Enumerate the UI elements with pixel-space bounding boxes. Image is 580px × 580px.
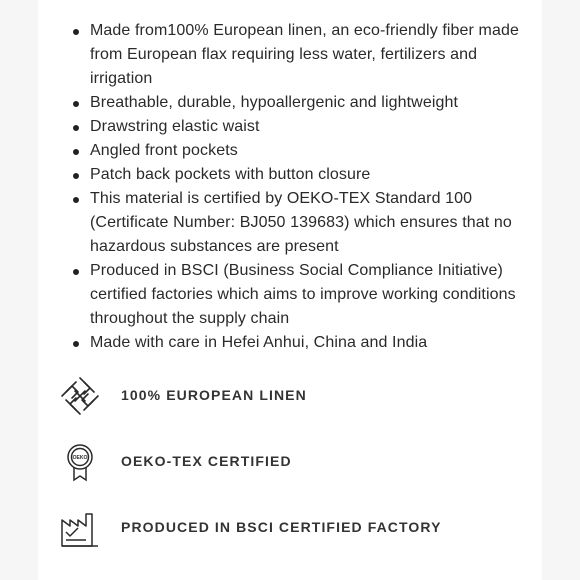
feature-text: Patch back pockets with button closure: [90, 166, 371, 183]
list-item: [90, 115, 530, 139]
list-item: [90, 259, 530, 331]
list-item: [90, 139, 530, 163]
badge-label: PRODUCED IN BSCI CERTIFIED FACTORY: [121, 519, 442, 535]
feature-text: Made with care in Hefei Anhui, China and India: [90, 334, 428, 351]
svg-text:OEKO: OEKO: [72, 455, 88, 461]
bullet-icon: [73, 173, 79, 179]
woven-linen-icon: [58, 374, 102, 418]
bullet-icon: [73, 197, 79, 203]
feature-list: [90, 19, 530, 355]
list-item: [90, 187, 530, 259]
list-item: [90, 19, 530, 91]
oeko-certificate-icon: [58, 440, 102, 484]
certified-factory-icon: [58, 506, 102, 550]
feature-text: Drawstring elastic waist: [90, 118, 260, 135]
list-item: [90, 163, 530, 187]
feature-text: Breathable, durable, hypoallergenic and lightweight: [90, 94, 459, 111]
badge-bsci-factory: [58, 506, 528, 550]
feature-text: Made from100% European linen, an eco-friendly fiber made from European flax requiring less water, fertilizers and irrigation: [90, 22, 519, 87]
bullet-icon: [73, 341, 79, 347]
bullet-icon: [73, 149, 79, 155]
badge-label: 100% EUROPEAN LINEN: [121, 387, 307, 403]
list-item: [90, 331, 530, 355]
feature-text: Produced in BSCI (Business Social Compliance Initiative) certified factories which aims to improve working conditions throughout the supply chain: [90, 262, 516, 327]
feature-text: Angled front pockets: [90, 142, 238, 159]
bullet-icon: [73, 269, 79, 275]
bullet-icon: [73, 29, 79, 35]
bullet-icon: [73, 125, 79, 131]
bullet-icon: [73, 101, 79, 107]
product-details-panel: [38, 0, 542, 580]
badge-european-linen: [58, 374, 528, 418]
list-item: [90, 91, 530, 115]
badge-label: OEKO-TEX CERTIFIED: [121, 453, 292, 469]
badge-oeko-tex: [58, 440, 528, 484]
feature-text: This material is certified by OEKO-TEX Standard 100 (Certificate Number: BJ050 139683) which ensures that no hazardous substances are present: [90, 190, 512, 255]
